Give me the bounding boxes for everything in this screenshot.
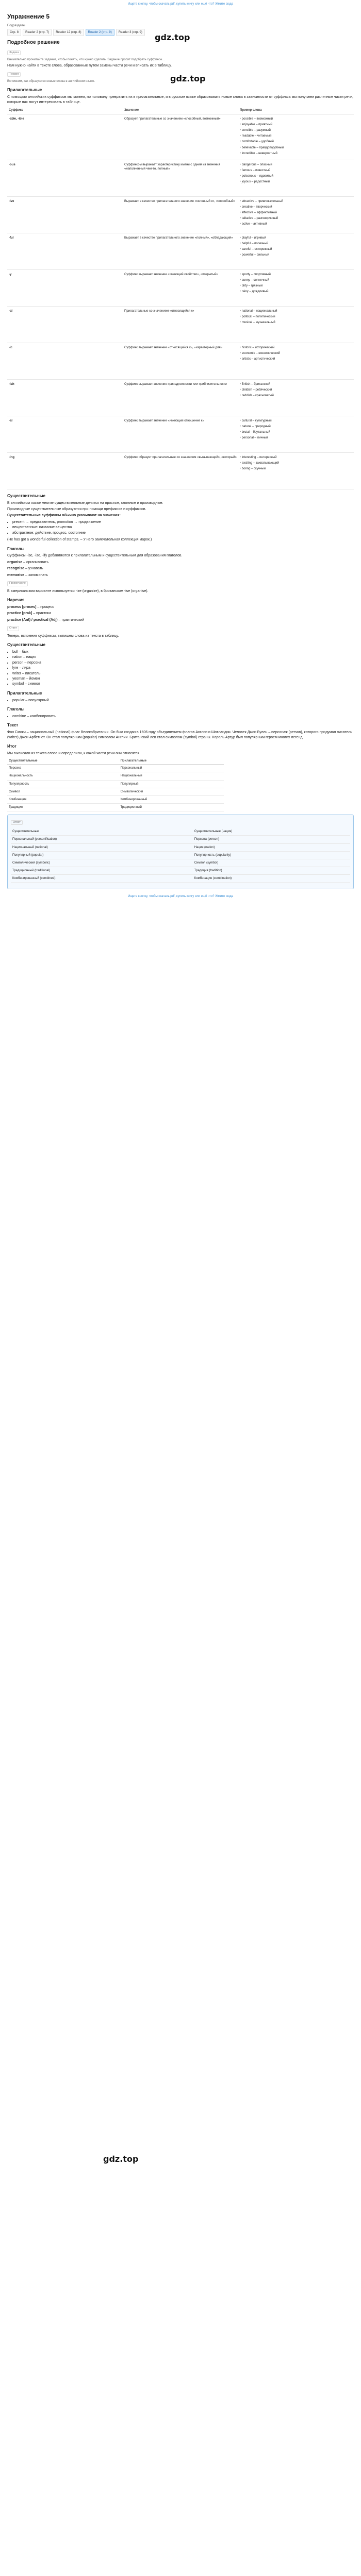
example-item: • talkative – разговорчивый: [240, 216, 352, 221]
table-row: [7, 196, 354, 233]
example-item: • possible – возможный: [240, 117, 352, 121]
table-row: [7, 788, 224, 795]
verb-pairs: [7, 560, 354, 578]
example-item: • poisonous – ядовитый: [240, 174, 352, 178]
nouns-rule: Существительные суффиксы обычно указывают на значения:: [7, 514, 121, 518]
meaning-cell: Прилагательные со значением «относящийся к»: [123, 306, 238, 343]
pair-word: practice [prak]: [7, 612, 32, 616]
meaning-cell: Выражает в качестве прилагательного значение «полный», «обладающий»: [123, 233, 238, 269]
example-item: • active – активный: [240, 222, 352, 226]
exercise-title: Упражнение 5: [7, 13, 50, 20]
final-col-right: Прилагательные: [119, 758, 224, 765]
meaning-cell: Суффикс выражает значение «имеющий свойство», «покрытый»: [123, 269, 238, 306]
theory-intro: Вспомним, как образуются новые слова в английском языке.: [7, 80, 95, 83]
left-cell: Существительные: [11, 828, 193, 836]
table-row: [11, 828, 350, 836]
col-meaning: Значение: [123, 107, 238, 114]
example-item: • sporty – спортивный: [240, 273, 352, 277]
left-cell: Символический (symbolic): [11, 859, 193, 867]
example-item: • enjoyable – приятный: [240, 123, 352, 127]
final-col-left: Существительные: [7, 758, 119, 765]
right-cell: Традиция (tradition): [193, 867, 350, 874]
examples-cell: [238, 416, 354, 452]
word-pair: process [proces] – процесс: [7, 605, 54, 609]
examples-cell: [238, 269, 354, 306]
pair-meaning: практический: [61, 618, 85, 622]
example-item: • comfortable – удобный: [240, 140, 352, 144]
task-intro: Внимательно прочитайте задание, чтобы понять, что нужно сделать. Задание просит подобрать суффиксы...: [7, 58, 165, 62]
examples-list: [240, 346, 352, 377]
examples-list: [240, 309, 352, 340]
examples-list: [240, 273, 352, 303]
word-pair: recognise – узнавать: [7, 567, 43, 571]
examples-list: [240, 419, 352, 450]
answer-badge: Ответ: [11, 820, 23, 825]
right-cell: Нация (nation): [193, 843, 350, 851]
example-item: • political – политический: [240, 315, 352, 319]
task-badge: Задача: [7, 50, 21, 55]
pages-label: Подразделы: [7, 24, 25, 28]
word-pair: practice (Ant) / practical (Adj) – практический: [7, 618, 85, 622]
example-item: • joyous – радостный: [240, 180, 352, 184]
table-row: [7, 160, 354, 196]
left-cell: Традиционный (traditional): [11, 867, 193, 874]
adjectives-title: Прилагательные: [7, 88, 42, 93]
suffix-cell: -ous: [7, 160, 123, 196]
right-cell: Популярность (popularity): [193, 851, 350, 859]
right-cell: Комбинация (combination): [193, 874, 350, 882]
nouns-list: [7, 650, 354, 687]
table-row: [7, 306, 354, 343]
table-row: [7, 452, 354, 489]
list-item: • present → представитель, promotion → продвижение: [12, 520, 354, 524]
page-button[interactable]: Reader 2 (стр. 7): [23, 29, 52, 36]
pair-word: recognise: [7, 567, 25, 571]
col-example: Пример слова: [238, 107, 354, 114]
verbs-list-title: Глаголы: [7, 707, 25, 712]
table-row: [11, 851, 350, 859]
examples-cell: [238, 379, 354, 416]
meaning-cell: Суффиксом выражает характеристику имени с одним из значения «наполненный чем-то, полный»: [123, 160, 238, 196]
list-item: • вещественные: название вещества: [12, 525, 354, 530]
examples-cell: [238, 160, 354, 196]
adverbs-title: Наречия: [7, 598, 25, 603]
examples-cell: [238, 452, 354, 489]
suffix-cell: -ful: [7, 233, 123, 269]
table-row: [7, 780, 224, 788]
examples-list: [240, 236, 352, 267]
example-item: • readable – читаемый: [240, 134, 352, 138]
table-row: [7, 379, 354, 416]
right-cell: Символический: [119, 788, 224, 795]
examples-list: [240, 455, 352, 486]
adverb-pairs: [7, 605, 354, 622]
list-item: • symbol – символ: [12, 682, 354, 686]
verbs-title: Глаголы: [7, 546, 25, 551]
example-item: • famous – известный: [240, 168, 352, 173]
right-cell: Традиционный: [119, 803, 224, 811]
table-row: [7, 803, 224, 811]
meaning-cell: Суффикс выражает значение «имеющий отношение к»: [123, 416, 238, 452]
left-cell: Персона: [7, 765, 119, 772]
example-item: • boring – скучный: [240, 467, 352, 471]
answer-box: [7, 815, 354, 889]
nouns-title: Существительные: [7, 493, 46, 498]
example-item: • personal – личный: [240, 436, 352, 440]
examples-list: [240, 117, 352, 156]
table-row: [7, 233, 354, 269]
right-cell: Популярный: [119, 780, 224, 788]
left-cell: Комбинированный (combined): [11, 874, 193, 882]
right-cell: Персона (person): [193, 836, 350, 843]
nouns-text-2: Производные существительные образуются при помощи префиксов и суффиксов.: [7, 507, 146, 511]
right-cell: Комбинированный: [119, 795, 224, 803]
example-item: • powerful – сильный: [240, 253, 352, 257]
table-row: [7, 269, 354, 306]
left-cell: Символ: [7, 788, 119, 795]
text-title: Текст: [7, 723, 19, 728]
examples-cell: [238, 306, 354, 343]
list-item: • writer – писатель: [12, 671, 354, 676]
watermark-logo: gdz.top: [103, 2154, 139, 2164]
task-text: Нам нужно найти в тексте слова, образованные путем замены части речи и вписать их в таблицу.: [7, 64, 172, 68]
table-row: [7, 765, 224, 772]
left-cell: Комбинация: [7, 795, 119, 803]
word-pair: memorise – запоминать: [7, 573, 48, 577]
examples-cell: [238, 196, 354, 233]
suffix-cell: -ish: [7, 379, 123, 416]
examples-cell: [238, 233, 354, 269]
left-cell: Национальность: [7, 772, 119, 780]
example-item: • creative – творческий: [240, 205, 352, 209]
list-item: • yeoman – йомен: [12, 676, 354, 681]
example-item: • historic – исторический: [240, 346, 352, 350]
list-item: • person – персона: [12, 660, 354, 665]
table-row: [7, 772, 224, 780]
nouns-bullets: [7, 520, 354, 535]
reading-text: Фон Смоки – национальный (national) флаг Великобритании. Он был создан в 1606 году объединением флагов Англии и Шотландии. Человек Джон Булль – персонаж (person), которого придумал писатель (writer) Джон Арбетнот. Он стал популярным (popular) символом Англии. Британский лев стал символом (symbol) страны. Король Артур был популярным героем многих легенд.: [7, 731, 352, 739]
list-item: • popular – популярный: [12, 698, 354, 703]
example-item: • national – национальный: [240, 309, 352, 313]
table-row: [11, 867, 350, 874]
watermark-logo: gdz.top: [170, 74, 206, 83]
pair-meaning: запоминать: [28, 573, 48, 577]
table-row: [7, 343, 354, 379]
verbs-text: Суффиксы -ise, -ize, -ify добавляются к прилагательным и существительным для образования глаголов.: [7, 554, 183, 558]
adj-list-title: Прилагательные: [7, 690, 42, 696]
pair-word: practice (Ant) / practical (Adj): [7, 618, 58, 622]
example-item: • believable – правдоподобный: [240, 146, 352, 150]
note-badge: Примечание: [7, 581, 28, 586]
example-item: • exciting – захватывающий: [240, 461, 352, 465]
pair-word: process [proces]: [7, 605, 37, 609]
table-row: [11, 843, 350, 851]
list-item: • combine – комбинировать: [12, 714, 354, 719]
page-button[interactable]: Reader 3 (стр. 9): [116, 29, 145, 36]
left-cell: Традиция: [7, 803, 119, 811]
example-item: • sensible – разумный: [240, 128, 352, 132]
right-cell: Национальный: [119, 772, 224, 780]
summary-text: Мы выписали из текста слова и определили, к какой части речи они относятся.: [7, 751, 141, 755]
word-pair: practice [prak] – практика: [7, 612, 51, 616]
example-item: • attractive – привлекательный: [240, 199, 352, 204]
table-row: [11, 859, 350, 867]
table-row: [7, 114, 354, 160]
verbs-list: [7, 714, 354, 719]
solution-title: Подробное решение: [7, 40, 60, 46]
right-cell: Персональный: [119, 765, 224, 772]
right-cell: Символ (symbol): [193, 859, 350, 867]
suffix-cell: -al: [7, 306, 123, 343]
example-item: • rainy – дождливый: [240, 290, 352, 294]
meaning-cell: Суффикс образует прилагательные со значением «вызывающий», «который»: [123, 452, 238, 489]
pair-meaning: практика: [36, 612, 51, 616]
answer-step-badge: Ответ: [7, 626, 19, 631]
example-item: • artistic – артистический: [240, 357, 352, 361]
example-item: • interesting – интересный: [240, 455, 352, 460]
example-item: • effective – эффективный: [240, 211, 352, 215]
example-item: • British – британский: [240, 382, 352, 386]
answer-table: [11, 828, 350, 883]
meaning-cell: Образует прилагательные со значением «способный, возможный»: [123, 114, 238, 160]
page-button[interactable]: Стр. 8: [7, 29, 21, 36]
examples-list: [240, 382, 352, 413]
top-notice-link[interactable]: Ищете кнопку, чтобы скачать pdf, купить книгу или ещё что? Жмите сюда: [127, 3, 234, 6]
list-item: • абстрактное: действие, процесс, состояние: [12, 531, 354, 535]
suffix-cell: -ive: [7, 196, 123, 233]
right-cell: Существительные (нация): [193, 828, 350, 836]
meaning-cell: Суффикс выражает значение «относящийся к», «характерный для»: [123, 343, 238, 379]
suffix-table: [7, 107, 354, 489]
examples-list: [240, 199, 352, 230]
pair-meaning: организовать: [26, 560, 49, 564]
table-row: [11, 874, 350, 882]
example-item: • helpful – полезный: [240, 242, 352, 246]
example-item: • sunny – солнечный: [240, 278, 352, 282]
example-item: • economic – экономический: [240, 351, 352, 355]
adj-list: [7, 698, 354, 703]
suffix-cell: -al: [7, 416, 123, 452]
adjectives-intro: С помощью английских суффиксов мы можем, по половину превратить их в прилагательные, и в русском языке образовывать новые слова в зависимости от суффикса мы получаем различные части речи, которые нас могут интересовать в таблице.: [7, 95, 353, 104]
left-cell: Национальный (national): [11, 843, 193, 851]
theory-badge: Теория: [7, 72, 21, 77]
word-pair: organise – организовать: [7, 560, 49, 564]
list-item: • lyre – лира: [12, 666, 354, 670]
pair-meaning: узнавать: [28, 567, 43, 571]
example-item: • dirty – грязный: [240, 284, 352, 288]
example-item: • dangerous – опасный: [240, 163, 352, 167]
suffix-cell: -y: [7, 269, 123, 306]
page-button[interactable]: Reader 2 (стр. 9): [86, 29, 114, 36]
example-item: • natural – природный: [240, 425, 352, 429]
step-text: Теперь, вспомнив суффиксы, выпишем слова из текста в таблицу.: [7, 634, 119, 638]
col-suffix: Суффикс: [7, 107, 123, 114]
suffix-cell: -ic: [7, 343, 123, 379]
table-row: [11, 836, 350, 843]
nouns-list-title: Существительные: [7, 642, 46, 647]
example-item: • playful – игривый: [240, 236, 352, 240]
example-item: • cultural – культурный: [240, 419, 352, 423]
pair-word: memorise: [7, 573, 25, 577]
nouns-text: В английском языке многие существительные делятся на простые, сложные и производные.: [7, 501, 163, 505]
examples-cell: [238, 343, 354, 379]
final-table: [7, 758, 224, 811]
left-cell: Популярность: [7, 780, 119, 788]
meaning-cell: Суффикс выражает значение принадлежности или приблизительности: [123, 379, 238, 416]
list-item: • nation – нация: [12, 655, 354, 659]
example-item: • incredible – невероятный: [240, 151, 352, 156]
left-cell: Популярный (popular): [11, 851, 193, 859]
examples-list: [240, 163, 352, 194]
meaning-cell: Выражает в качестве прилагательного значение «склонный к», «способный»: [123, 196, 238, 233]
left-cell: Персональный (personification): [11, 836, 193, 843]
example-item: • careful – осторожный: [240, 247, 352, 251]
example-item: • reddish – красноватый: [240, 394, 352, 398]
examples-cell: [238, 114, 354, 160]
table-row: [7, 416, 354, 452]
page-button[interactable]: Reader 12 (стр. 8): [53, 29, 84, 36]
example-item: • musical – музыкальный: [240, 320, 352, 325]
nouns-paren: (He has got a wonderful collection of stamps. – У него замечательная коллекция марок.): [7, 538, 152, 542]
pair-meaning: процесс: [40, 605, 54, 609]
example-item: • childish – ребяческий: [240, 388, 352, 392]
note-text: В американском варианте используется -ize (organize), в британском -ise (organise).: [7, 589, 149, 593]
pair-word: organise: [7, 560, 23, 564]
list-item: • bull – бык: [12, 650, 354, 654]
watermark-logo: gdz.top: [155, 32, 190, 42]
suffix-cell: -able, -ible: [7, 114, 123, 160]
footer-link[interactable]: Ищете кнопку, чтобы скачать pdf, купить книгу или ещё что? Жмите сюда: [127, 894, 234, 898]
suffix-cell: -ing: [7, 452, 123, 489]
table-row: [7, 795, 224, 803]
summary-title: Итог: [7, 744, 17, 749]
example-item: • brutal – брутальный: [240, 430, 352, 434]
